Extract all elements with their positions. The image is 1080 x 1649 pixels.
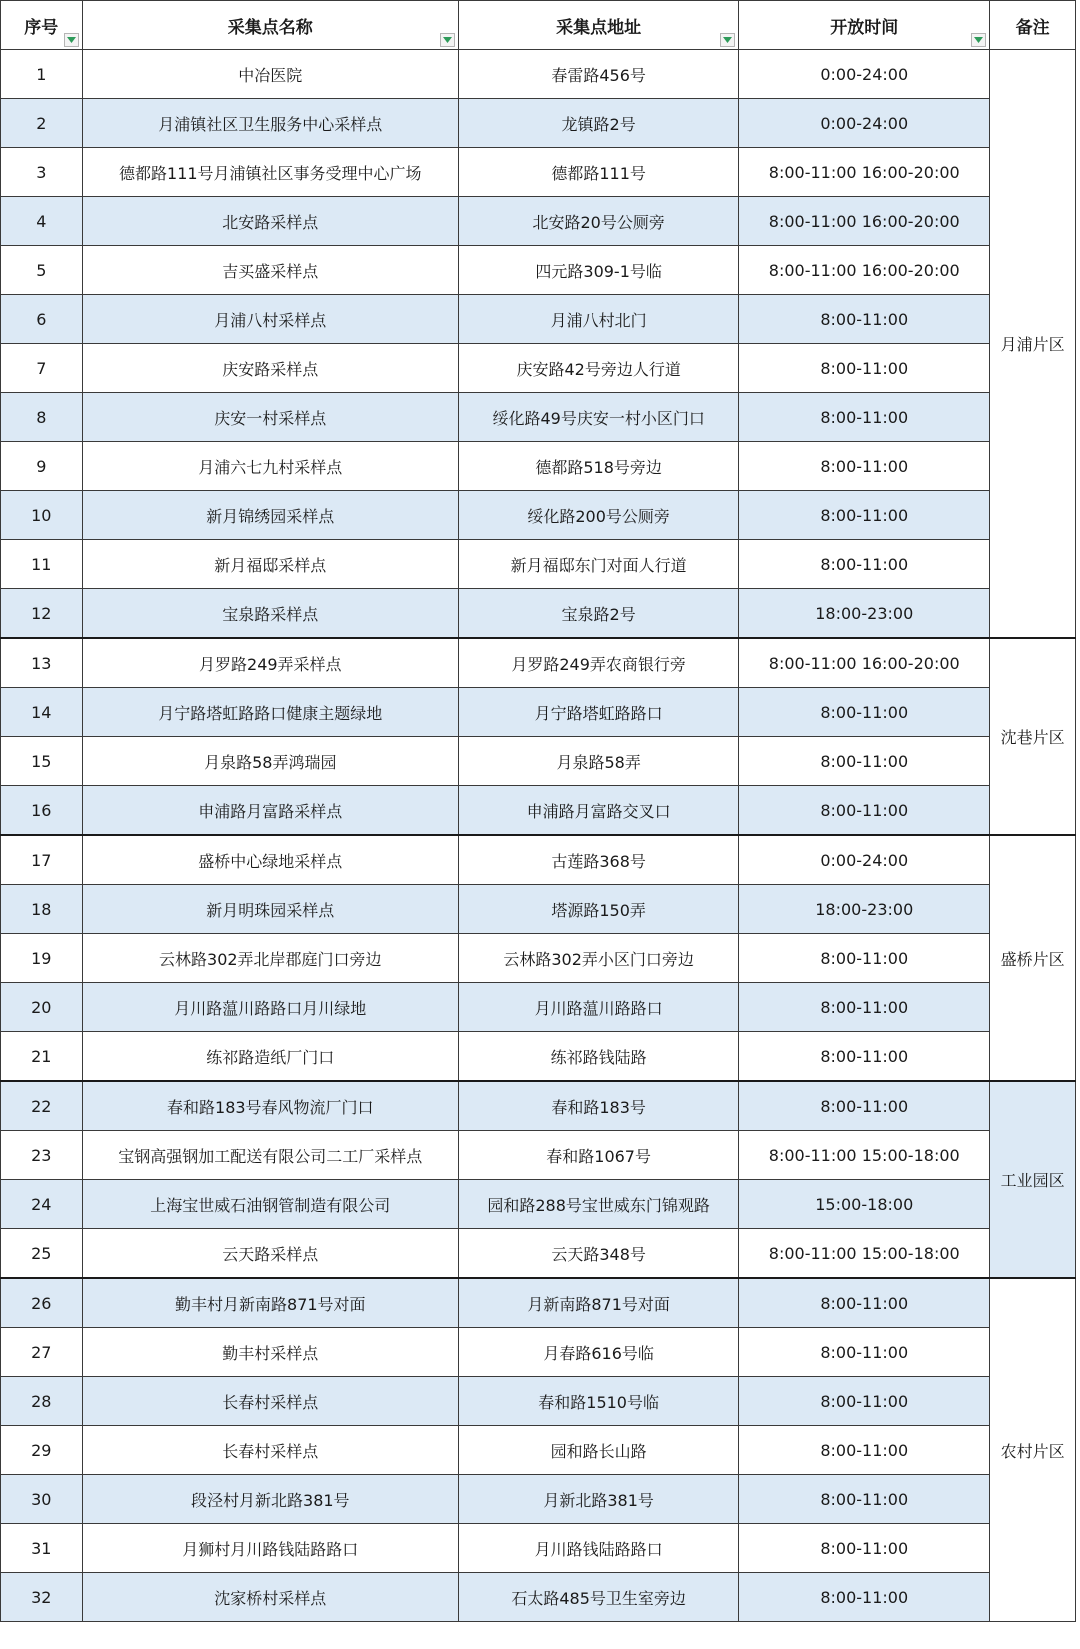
cell-open-hours[interactable]: 8:00-11:00	[739, 540, 990, 589]
cell-site-address[interactable]: 申浦路月富路交叉口	[459, 786, 739, 836]
table-row	[1, 688, 1076, 737]
cell-site-address[interactable]: 月川路蕰川路路口	[459, 983, 739, 1032]
cell-open-hours[interactable]: 8:00-11:00	[739, 344, 990, 393]
table-row	[1, 589, 1076, 639]
cell-site-address[interactable]: 德都路518号旁边	[459, 442, 739, 491]
cell-open-hours[interactable]: 8:00-11:00	[739, 295, 990, 344]
table-row	[1, 1081, 1076, 1131]
cell-seq[interactable]: 22	[1, 1081, 83, 1131]
cell-seq[interactable]: 7	[1, 344, 83, 393]
cell-site-address[interactable]: 绥化路200号公厕旁	[459, 491, 739, 540]
header-seq-label: 序号	[24, 17, 59, 38]
cell-site-name[interactable]: 段泾村月新北路381号	[82, 1475, 458, 1524]
cell-open-hours[interactable]: 0:00-24:00	[739, 99, 990, 148]
table-row	[1, 1426, 1076, 1475]
table-row	[1, 393, 1076, 442]
cell-site-name[interactable]: 长春村采样点	[82, 1377, 458, 1426]
table-row	[1, 934, 1076, 983]
header-address	[459, 1, 739, 50]
cell-seq[interactable]: 32	[1, 1573, 83, 1622]
table-row	[1, 1229, 1076, 1279]
cell-site-name[interactable]: 上海宝世威石油钢管制造有限公司	[82, 1180, 458, 1229]
cell-seq[interactable]: 1	[1, 50, 83, 99]
cell-site-address[interactable]: 石太路485号卫生室旁边	[459, 1573, 739, 1622]
cell-site-name[interactable]: 月泉路58弄鸿瑞园	[82, 737, 458, 786]
cell-site-address[interactable]: 庆安路42号旁边人行道	[459, 344, 739, 393]
cell-site-name[interactable]: 云林路302弄北岸郡庭门口旁边	[82, 934, 458, 983]
table-row	[1, 491, 1076, 540]
cell-seq[interactable]: 4	[1, 197, 83, 246]
cell-site-address[interactable]: 练祁路钱陆路	[459, 1032, 739, 1082]
cell-open-hours[interactable]: 8:00-11:00	[739, 1278, 990, 1328]
cell-open-hours[interactable]: 8:00-11:00 15:00-18:00	[739, 1229, 990, 1279]
cell-seq[interactable]: 24	[1, 1180, 83, 1229]
cell-site-name[interactable]: 春和路183号春风物流厂门口	[82, 1081, 458, 1131]
cell-site-address[interactable]: 月罗路249弄农商银行旁	[459, 638, 739, 688]
cell-open-hours[interactable]: 8:00-11:00	[739, 1475, 990, 1524]
cell-open-hours[interactable]: 8:00-11:00 16:00-20:00	[739, 638, 990, 688]
cell-site-name[interactable]: 月浦六七九村采样点	[82, 442, 458, 491]
cell-site-address[interactable]: 塔源路150弄	[459, 885, 739, 934]
cell-seq[interactable]: 17	[1, 835, 83, 885]
cell-site-address[interactable]: 宝泉路2号	[459, 589, 739, 639]
cell-site-name[interactable]: 月狮村月川路钱陆路路口	[82, 1524, 458, 1573]
cell-open-hours[interactable]: 8:00-11:00	[739, 1377, 990, 1426]
table-row	[1, 786, 1076, 836]
cell-seq[interactable]: 14	[1, 688, 83, 737]
cell-site-address[interactable]: 春和路1510号临	[459, 1377, 739, 1426]
cell-site-address[interactable]: 德都路111号	[459, 148, 739, 197]
cell-seq[interactable]: 23	[1, 1131, 83, 1180]
cell-seq[interactable]: 10	[1, 491, 83, 540]
cell-site-address[interactable]: 云林路302弄小区门口旁边	[459, 934, 739, 983]
cell-site-name[interactable]: 新月锦绣园采样点	[82, 491, 458, 540]
cell-seq[interactable]: 8	[1, 393, 83, 442]
cell-open-hours[interactable]: 8:00-11:00	[739, 786, 990, 836]
filter-dropdown-icon[interactable]	[64, 33, 79, 47]
cell-site-name[interactable]: 中冶医院	[82, 50, 458, 99]
cell-seq[interactable]: 28	[1, 1377, 83, 1426]
cell-site-address[interactable]: 北安路20号公厕旁	[459, 197, 739, 246]
cell-open-hours[interactable]: 8:00-11:00	[739, 1081, 990, 1131]
cell-site-name[interactable]: 月浦镇社区卫生服务中心采样点	[82, 99, 458, 148]
cell-open-hours[interactable]: 8:00-11:00	[739, 1573, 990, 1622]
cell-seq[interactable]: 6	[1, 295, 83, 344]
cell-site-address[interactable]: 月新北路381号	[459, 1475, 739, 1524]
cell-site-address[interactable]: 古莲路368号	[459, 835, 739, 885]
cell-site-address[interactable]: 月浦八村北门	[459, 295, 739, 344]
cell-site-name[interactable]: 北安路采样点	[82, 197, 458, 246]
cell-seq[interactable]: 11	[1, 540, 83, 589]
cell-site-name[interactable]: 月宁路塔虹路路口健康主题绿地	[82, 688, 458, 737]
table-row	[1, 1475, 1076, 1524]
cell-open-hours[interactable]: 15:00-18:00	[739, 1180, 990, 1229]
table-row	[1, 835, 1076, 885]
cell-remark-district[interactable]: 月浦片区	[990, 50, 1076, 639]
cell-site-name[interactable]: 吉买盛采样点	[82, 246, 458, 295]
cell-seq[interactable]: 3	[1, 148, 83, 197]
table-row	[1, 638, 1076, 688]
table-body	[1, 50, 1076, 1622]
table-row	[1, 99, 1076, 148]
cell-open-hours[interactable]: 8:00-11:00 16:00-20:00	[739, 246, 990, 295]
cell-open-hours[interactable]: 8:00-11:00 15:00-18:00	[739, 1131, 990, 1180]
cell-seq[interactable]: 25	[1, 1229, 83, 1279]
cell-site-address[interactable]: 月川路钱陆路路口	[459, 1524, 739, 1573]
cell-seq[interactable]: 19	[1, 934, 83, 983]
cell-open-hours[interactable]: 8:00-11:00	[739, 1524, 990, 1573]
header-row	[1, 1, 1076, 50]
filter-dropdown-icon[interactable]	[440, 33, 455, 47]
table-row	[1, 1524, 1076, 1573]
table-row	[1, 50, 1076, 99]
cell-open-hours[interactable]: 8:00-11:00	[739, 442, 990, 491]
cell-seq[interactable]: 15	[1, 737, 83, 786]
cell-site-address[interactable]: 龙镇路2号	[459, 99, 739, 148]
cell-site-name[interactable]: 庆安路采样点	[82, 344, 458, 393]
cell-site-name[interactable]: 练祁路造纸厂门口	[82, 1032, 458, 1082]
cell-open-hours[interactable]: 8:00-11:00 16:00-20:00	[739, 197, 990, 246]
cell-seq[interactable]: 21	[1, 1032, 83, 1082]
cell-site-address[interactable]: 云天路348号	[459, 1229, 739, 1279]
cell-seq[interactable]: 31	[1, 1524, 83, 1573]
cell-seq[interactable]: 26	[1, 1278, 83, 1328]
cell-site-address[interactable]: 绥化路49号庆安一村小区门口	[459, 393, 739, 442]
cell-seq[interactable]: 13	[1, 638, 83, 688]
header-remark-label: 备注	[1015, 17, 1050, 38]
cell-remark-district[interactable]: 工业园区	[990, 1081, 1076, 1278]
cell-site-name[interactable]: 德都路111号月浦镇社区事务受理中心广场	[82, 148, 458, 197]
header-hours	[739, 1, 990, 50]
cell-open-hours[interactable]: 0:00-24:00	[739, 835, 990, 885]
cell-seq[interactable]: 9	[1, 442, 83, 491]
cell-site-address[interactable]: 园和路长山路	[459, 1426, 739, 1475]
cell-site-address[interactable]: 春和路1067号	[459, 1131, 739, 1180]
cell-open-hours[interactable]: 8:00-11:00	[739, 491, 990, 540]
cell-open-hours[interactable]: 8:00-11:00	[739, 393, 990, 442]
cell-site-name[interactable]: 月川路蕰川路路口月川绿地	[82, 983, 458, 1032]
cell-site-name[interactable]: 宝泉路采样点	[82, 589, 458, 639]
cell-open-hours[interactable]: 8:00-11:00	[739, 934, 990, 983]
cell-site-name[interactable]: 勤丰村采样点	[82, 1328, 458, 1377]
cell-site-name[interactable]: 月罗路249弄采样点	[82, 638, 458, 688]
table-row	[1, 246, 1076, 295]
table-row	[1, 197, 1076, 246]
cell-open-hours[interactable]: 8:00-11:00	[739, 1328, 990, 1377]
table-row	[1, 295, 1076, 344]
table-row	[1, 1180, 1076, 1229]
table-row	[1, 442, 1076, 491]
cell-seq[interactable]: 29	[1, 1426, 83, 1475]
cell-site-address[interactable]: 月宁路塔虹路路口	[459, 688, 739, 737]
cell-remark-district[interactable]: 农村片区	[990, 1278, 1076, 1622]
header-name	[82, 1, 458, 50]
cell-seq[interactable]: 30	[1, 1475, 83, 1524]
cell-open-hours[interactable]: 8:00-11:00	[739, 688, 990, 737]
cell-open-hours[interactable]: 18:00-23:00	[739, 885, 990, 934]
header-name-label: 采集点名称	[227, 17, 313, 38]
cell-seq[interactable]: 20	[1, 983, 83, 1032]
cell-open-hours[interactable]: 8:00-11:00	[739, 983, 990, 1032]
table-row	[1, 1573, 1076, 1622]
cell-remark-district[interactable]: 沈巷片区	[990, 638, 1076, 835]
cell-site-name[interactable]: 盛桥中心绿地采样点	[82, 835, 458, 885]
table-row	[1, 983, 1076, 1032]
filter-dropdown-icon[interactable]	[720, 33, 735, 47]
header-address-label: 采集点地址	[556, 17, 642, 38]
cell-remark-district[interactable]: 盛桥片区	[990, 835, 1076, 1081]
cell-site-address[interactable]: 新月福邸东门对面人行道	[459, 540, 739, 589]
cell-site-address[interactable]: 春雷路456号	[459, 50, 739, 99]
cell-site-name[interactable]: 月浦八村采样点	[82, 295, 458, 344]
cell-site-address[interactable]: 月泉路58弄	[459, 737, 739, 786]
cell-site-name[interactable]: 云天路采样点	[82, 1229, 458, 1279]
cell-seq[interactable]: 2	[1, 99, 83, 148]
table-row	[1, 737, 1076, 786]
cell-site-name[interactable]: 新月明珠园采样点	[82, 885, 458, 934]
header-hours-label: 开放时间	[830, 17, 899, 38]
cell-seq[interactable]: 27	[1, 1328, 83, 1377]
table-row	[1, 148, 1076, 197]
cell-site-name[interactable]: 申浦路月富路采样点	[82, 786, 458, 836]
table-row	[1, 1328, 1076, 1377]
table-row	[1, 1278, 1076, 1328]
cell-open-hours[interactable]: 8:00-11:00	[739, 1426, 990, 1475]
cell-seq[interactable]: 12	[1, 589, 83, 639]
table-row	[1, 540, 1076, 589]
cell-site-name[interactable]: 长春村采样点	[82, 1426, 458, 1475]
table-row	[1, 885, 1076, 934]
cell-site-address[interactable]: 四元路309-1号临	[459, 246, 739, 295]
header-seq	[1, 1, 83, 50]
cell-site-address[interactable]: 春和路183号	[459, 1081, 739, 1131]
cell-site-name[interactable]: 宝钢高强钢加工配送有限公司二工厂采样点	[82, 1131, 458, 1180]
cell-site-address[interactable]: 园和路288号宝世威东门锦观路	[459, 1180, 739, 1229]
header-remark	[990, 1, 1076, 50]
cell-site-name[interactable]: 新月福邸采样点	[82, 540, 458, 589]
table-row	[1, 1131, 1076, 1180]
cell-seq[interactable]: 5	[1, 246, 83, 295]
cell-open-hours[interactable]: 8:00-11:00 16:00-20:00	[739, 148, 990, 197]
cell-site-name[interactable]: 勤丰村月新南路871号对面	[82, 1278, 458, 1328]
cell-site-address[interactable]: 月春路616号临	[459, 1328, 739, 1377]
cell-open-hours[interactable]: 8:00-11:00	[739, 737, 990, 786]
cell-site-address[interactable]: 月新南路871号对面	[459, 1278, 739, 1328]
filter-dropdown-icon[interactable]	[971, 33, 986, 47]
table-row	[1, 1032, 1076, 1082]
cell-open-hours[interactable]: 18:00-23:00	[739, 589, 990, 639]
cell-site-name[interactable]: 沈家桥村采样点	[82, 1573, 458, 1622]
table-row	[1, 1377, 1076, 1426]
cell-seq[interactable]: 16	[1, 786, 83, 836]
cell-open-hours[interactable]: 8:00-11:00	[739, 1032, 990, 1082]
cell-open-hours[interactable]: 0:00-24:00	[739, 50, 990, 99]
cell-site-name[interactable]: 庆安一村采样点	[82, 393, 458, 442]
cell-seq[interactable]: 18	[1, 885, 83, 934]
table-row	[1, 344, 1076, 393]
